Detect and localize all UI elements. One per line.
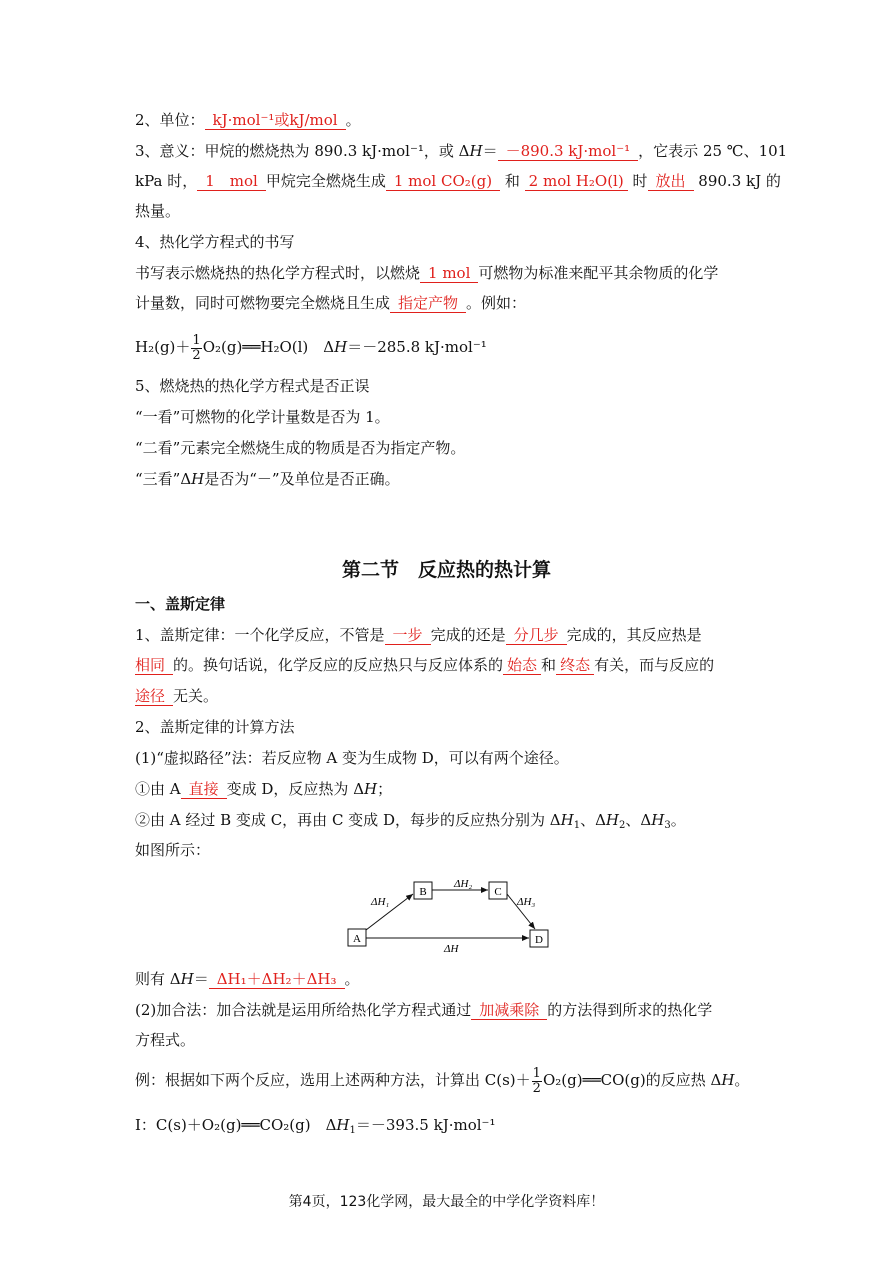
answer-1mol-fuel: 1 mol (420, 264, 478, 283)
writing-heading: 4、热化学方程式的书写 (135, 233, 295, 251)
answer-several-steps: 分几步 (506, 626, 567, 645)
writing-line-2: 计量数，同时可燃物要完全燃烧且生成 指定产物 。例如： (135, 294, 527, 312)
label-dh2: ΔH₂ (454, 878, 473, 890)
fraction-half: $\frac{1}{2}$ (192, 332, 201, 363)
method-stepwise: ②由 A 经过 B 变成 C，再由 C 变成 D，每步的反应热分别为 $\Delta H_1$、$\Delta H_2$、$\Delta H_3$。 (135, 811, 686, 831)
equation-i: I：C(s)＋O₂(g)══CO₂(g) $\Delta H_1=-393.5$ kJ·mol⁻¹ (135, 1116, 496, 1136)
hess-def-line-2: 相同 的。换句话说，化学反应的反应热只与反应体系的 始态 和 终态 有关，而与反应的 (135, 656, 715, 674)
answer-direct: 直接 (181, 780, 227, 799)
node-a-label: A (353, 933, 361, 945)
hess-heading: 一、盖斯定律 (135, 595, 226, 613)
node-c-label: C (494, 886, 502, 898)
answer-path: 途径 (135, 687, 173, 706)
example-line: 例：根据如下两个反应，选用上述两种方法，计算出 C(s)＋ $\frac{1}{2}$ O₂(g)══CO(g)的反应热 ΔH。 (135, 1065, 750, 1096)
answer-specified-product: 指定产物 (390, 294, 466, 313)
fraction-half-example: $\frac{1}{2}$ (532, 1065, 541, 1096)
hess-def-line-3: 途径 无关。 (135, 687, 219, 705)
answer-final-state: 终态 (556, 656, 594, 675)
answer-same: 相同 (135, 656, 173, 675)
result-line: 则有 ΔH＝ ΔH₁＋ΔH₂＋ΔH₃ 。 (135, 970, 360, 988)
answer-arithmetic: 加减乘除 (471, 1001, 547, 1020)
method-heading: 2、盖斯定律的计算方法 (135, 718, 295, 736)
meaning-line-1: 3、意义：甲烷的燃烧热为 890.3 kJ·mol⁻¹，或 ΔH＝ －890.3 kJ·mol⁻¹ ，它表示 25 ℃、101 (135, 142, 788, 160)
unit-line: 2、单位： kJ·mol⁻¹或kJ/mol 。 (135, 111, 361, 129)
meaning-line-3: 热量。 (135, 202, 181, 220)
check-heading: 5、燃烧热的热化学方程式是否正误 (135, 377, 370, 395)
addition-line-2: 方程式。 (135, 1031, 196, 1049)
answer-enthalpy: －890.3 kJ·mol⁻¹ (498, 142, 639, 161)
answer-sum: ΔH₁＋ΔH₂＋ΔH₃ (209, 970, 345, 989)
hess-path-diagram (340, 870, 560, 956)
answer-one-step: 一步 (385, 626, 431, 645)
example-equation: H₂(g)＋ $\frac{1}{2}$ O₂(g)══H₂O(l) ΔH＝－285.8 kJ·mol⁻¹ (135, 332, 487, 363)
method-direct: ①由 A 直接 变成 D，反应热为 ΔH； (135, 780, 393, 798)
method-virtual-path: (1)“虚拟路径”法：若反应物 A 变为生成物 D，可以有两个途径。 (135, 749, 569, 767)
answer-unit: kJ·mol⁻¹或kJ/mol (205, 111, 346, 130)
page-footer: 第4页，123化学网，最大最全的中学化学资料库！ (288, 1194, 605, 1210)
hess-def-line-1: 1、盖斯定律：一个化学反应，不管是 一步 完成的还是 分几步 完成的，其反应热是 (135, 626, 702, 644)
answer-initial-state: 始态 (503, 656, 541, 675)
section-title: 第二节 反应热的热计算 (341, 559, 551, 581)
writing-line-1: 书写表示燃烧热的热化学方程式时，以燃烧 1 mol 可燃物为标准来配平其余物质的化学 (135, 264, 719, 282)
check-line-3: “三看”ΔH是否为“－”及单位是否正确。 (135, 470, 400, 488)
check-line-2: “二看”元素完全燃烧生成的物质是否为指定产物。 (135, 439, 466, 457)
answer-co2: 1 mol CO₂(g) (386, 172, 500, 191)
answer-1mol: 1 mol (197, 172, 266, 191)
addition-line-1: (2)加合法：加合法就是运用所给热化学方程式通过 加减乘除 的方法得到所求的热化学 (135, 1001, 713, 1019)
meaning-line-2: kPa 时， 1 mol 甲烷完全燃烧生成 1 mol CO₂(g) 和 2 mol H₂O(l) 时 放出 890.3 kJ 的 (135, 172, 781, 190)
label-dh: ΔH (444, 943, 459, 955)
label-dh3: ΔH₃ (517, 896, 536, 908)
check-line-1: “一看”可燃物的化学计量数是否为 1。 (135, 408, 390, 426)
node-d-label: D (535, 934, 543, 946)
figure-intro: 如图所示： (135, 841, 211, 859)
node-b-label: B (419, 886, 427, 898)
answer-h2o: 2 mol H₂O(l) (525, 172, 628, 191)
label-dh1: ΔH₁ (371, 896, 390, 908)
answer-release: 放出 (648, 172, 694, 191)
